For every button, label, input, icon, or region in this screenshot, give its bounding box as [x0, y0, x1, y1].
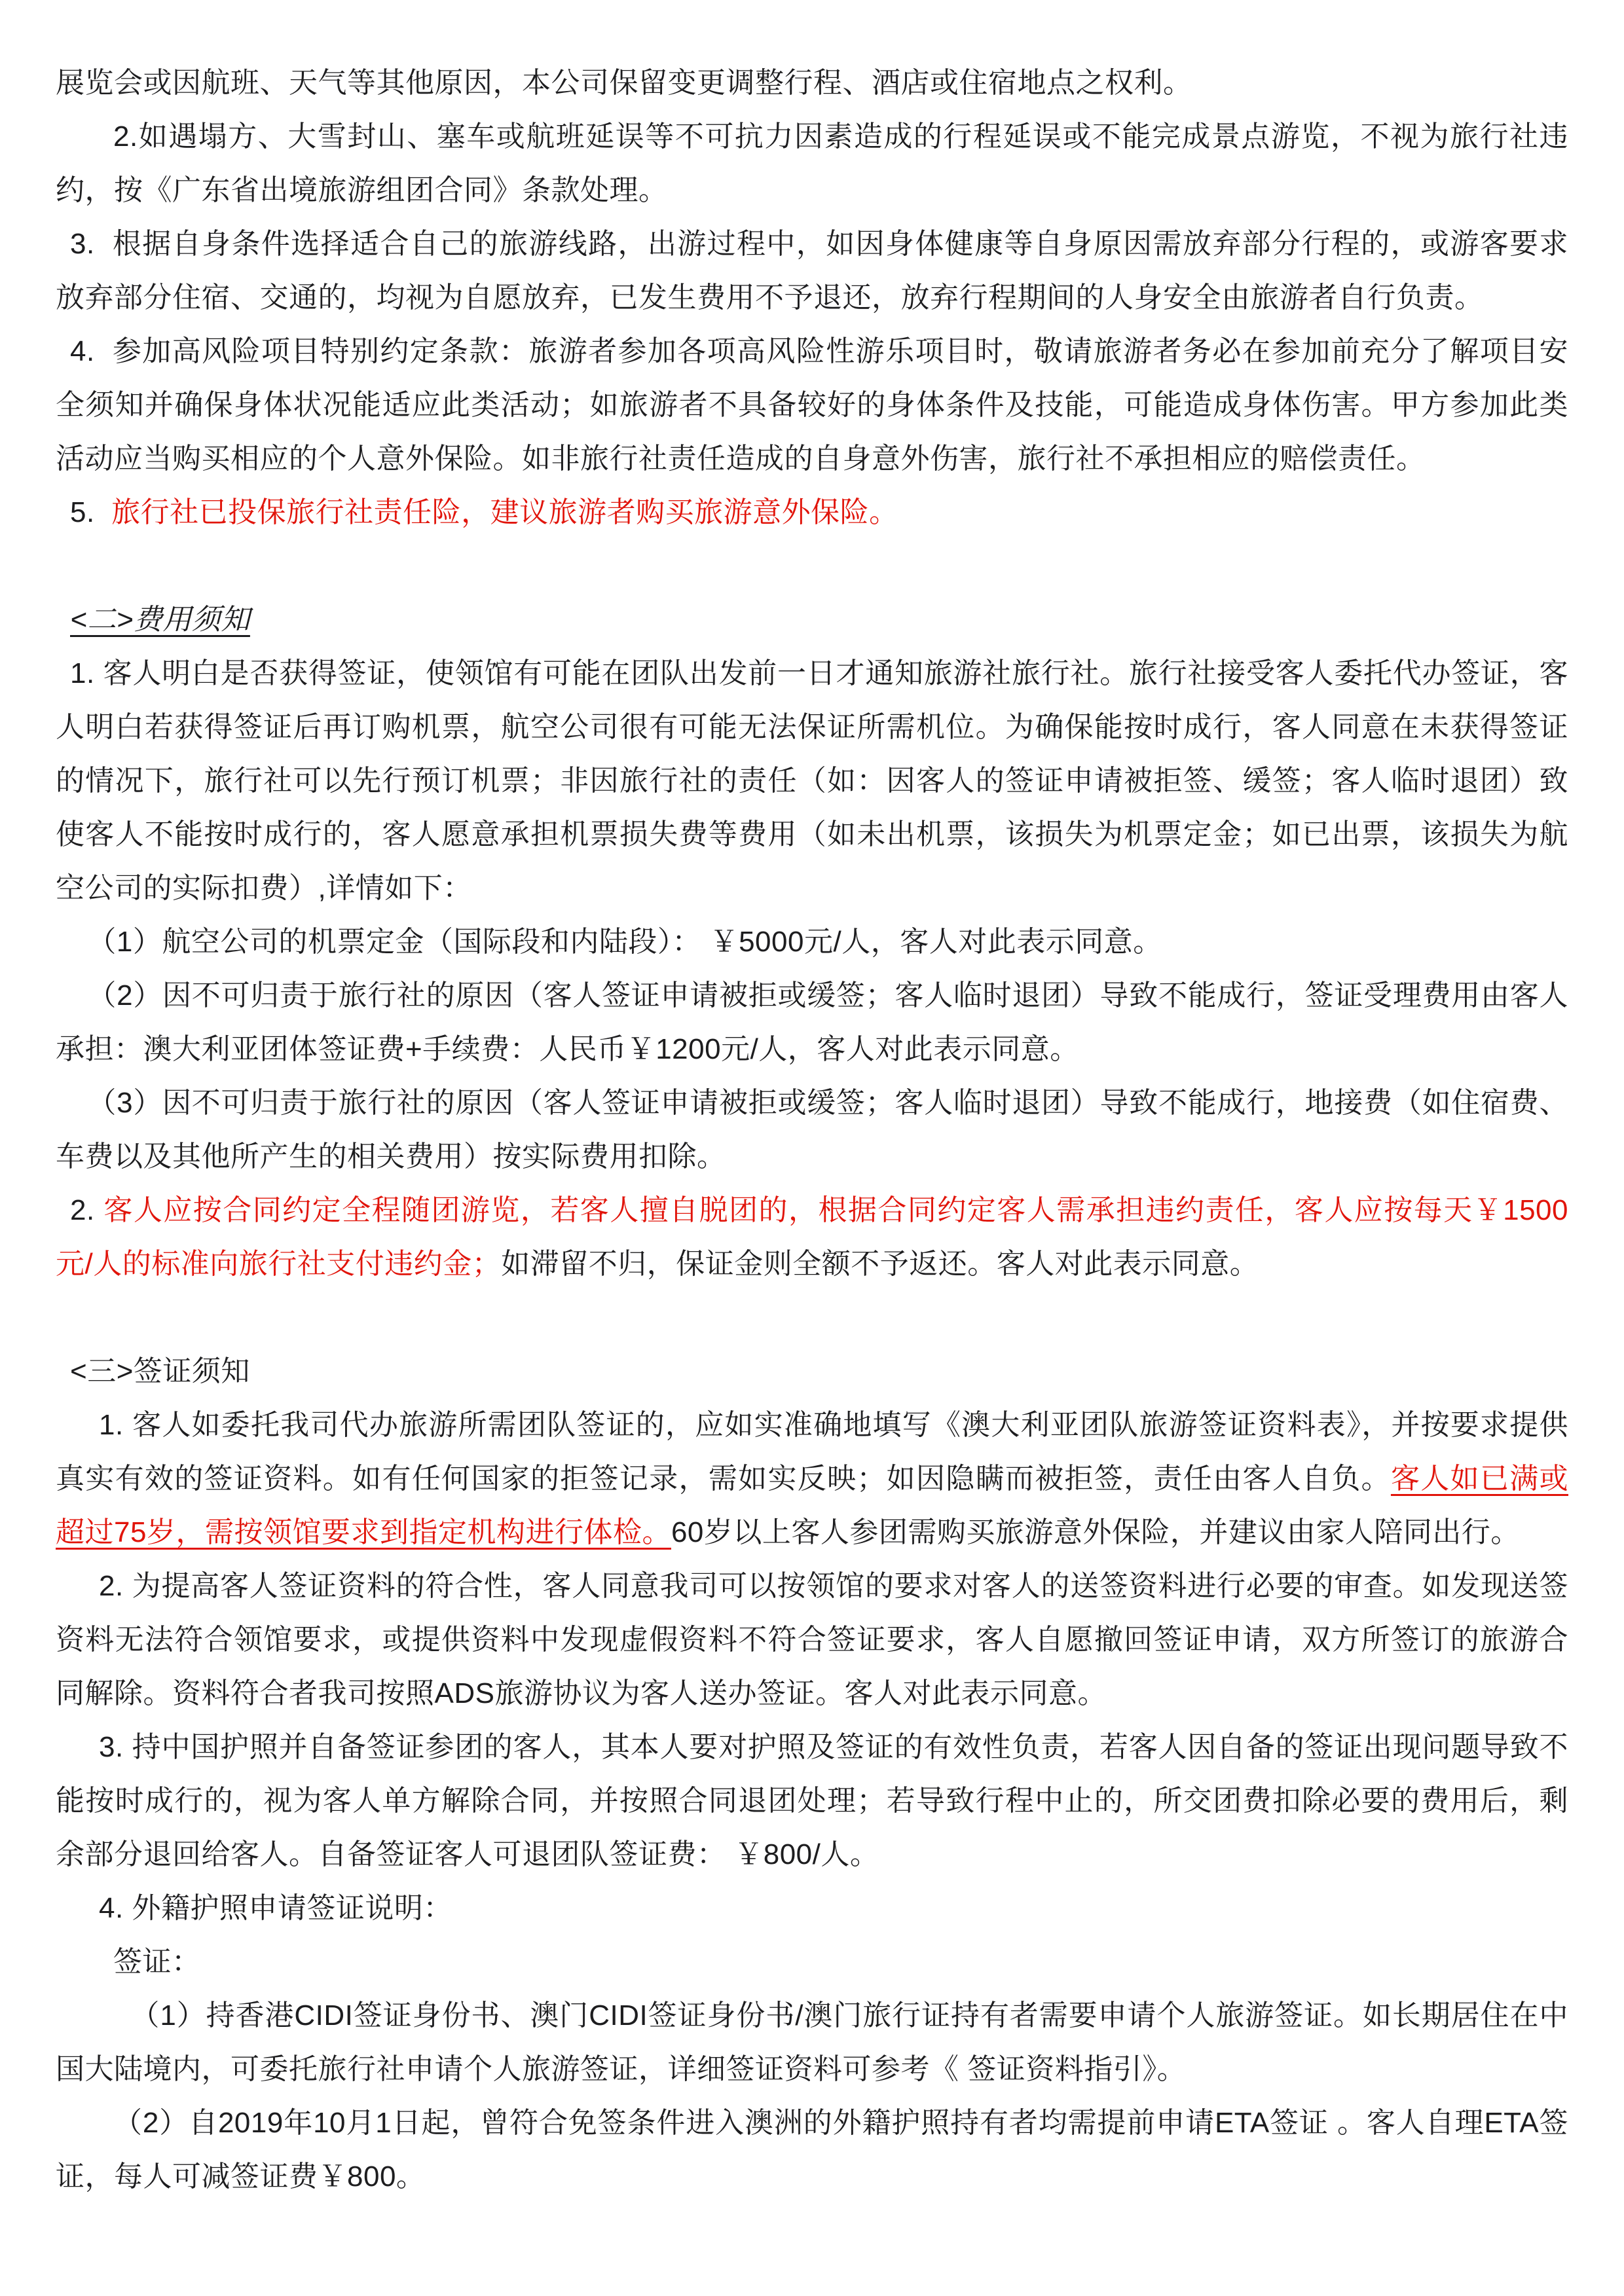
- paragraph: [56, 1989, 1568, 2096]
- text-segment: 4. 参加高风险项目特别约定条款：旅游者参加各项高风险性游乐项目时，敬请旅游者务必在参加前充分了解项目安全须知并确保身体状况能适应此类活动；如旅游者不具备较好的身体条件及技能，可能造成身体伤害。甲方参加此类活动应当购买相应的个人意外保险。如非旅行社责任造成的自身意外伤害，旅行社不承担相应的赔偿责任。: [56, 335, 1568, 475]
- text-segment: 1. 客人如委托我司代办旅游所需团队签证的，应如实准确地填写《澳大利亚团队旅游签证资料表》，并按要求提供真实有效的签证资料。如有任何国家的拒签记录，需如实反映；如因隐瞒而被拒签，责任由客人自负。: [56, 1409, 1568, 1495]
- paragraph: [56, 217, 1568, 325]
- section-heading: [56, 593, 1568, 647]
- text-segment: （2）因不可归责于旅行社的原因（客人签证申请被拒或缓签；客人临时退团）导致不能成行，签证受理费用由客人承担：澳大利亚团体签证费+手续费：人民币￥1200元/人，客人对此表示同意。: [56, 979, 1568, 1065]
- text-segment: 展览会或因航班、天气等其他原因，本公司保留变更调整行程、酒店或住宿地点之权利。: [56, 67, 1192, 99]
- text-segment: 2. 为提高客人签证资料的符合性，客人同意我司可以按领馆的要求对客人的送签资料进行必要的审查。如发现送签资料无法符合领馆要求，或提供资料中发现虚假资料不符合签证要求，客人自愿撤回签证申请，双方所签订的旅游合同解除。资料符合者我司按照ADS旅游协议为客人送办签证。客人对此表示同意。: [56, 1570, 1568, 1709]
- paragraph: [56, 1935, 1568, 1989]
- text-segment: （2）自2019年10月1日起，曾符合免签条件进入澳洲的外籍护照持有者均需提前申请ETA签证 。客人自理ETA签证，每人可减签证费￥800。: [56, 2107, 1568, 2193]
- text-segment: 2.如遇塌方、大雪封山、塞车或航班延误等不可抗力因素造成的行程延误或不能完成景点游览，不视为旅行社违约，按《广东省出境旅游组团合同》条款处理。: [56, 120, 1568, 206]
- text-segment: <三>签证须知: [70, 1355, 250, 1387]
- highlighted-text-segment: 旅行社已投保旅行社责任险，建议旅游者购买旅游意外保险。: [111, 496, 898, 528]
- paragraph: [56, 1559, 1568, 1721]
- text-segment: 签证：: [113, 1946, 201, 1978]
- text-segment: （1）航空公司的机票定金（国际段和内陆段）： ￥5000元/人，客人对此表示同意。: [87, 926, 1162, 958]
- paragraph: [56, 1721, 1568, 1882]
- paragraph: [56, 110, 1568, 217]
- paragraph: [56, 647, 1568, 915]
- text-segment: 3. 持中国护照并自备签证参团的客人，其本人要对护照及签证的有效性负责，若客人因自备的签证出现问题导致不能按时成行的，视为客人单方解除合同，并按照合同退团处理；若导致行程中止的，所交团费扣除必要的费用后，剩余部分退回给客人。自备签证客人可退团队签证费： ￥800/人。: [56, 1731, 1568, 1870]
- paragraph: [56, 1882, 1568, 1935]
- text-segment: 3. 根据自身条件选择适合自己的旅游线路，出游过程中，如因身体健康等自身原因需放弃部分行程的，或游客要求放弃部分住宿、交通的，均视为自愿放弃，已发生费用不予退还，放弃行程期间的人身安全由旅游者自行负责。: [56, 228, 1568, 314]
- paragraph: [56, 325, 1568, 486]
- text-segment: 如滞留不归，保证金则全额不予返还。客人对此表示同意。: [501, 1248, 1259, 1280]
- text-segment: （1）持香港CIDI签证身份书、澳门CIDI签证身份书/澳门旅行证持有者需要申请个人旅游签证。如长期居住在中国大陆境内，可委托旅行社申请个人旅游签证，详细签证资料可参考《 签证资料指引》。: [56, 1999, 1568, 2085]
- highlighted-text-segment: 客人如已满或超过75岁，需按领馆要求到指定机构进行体检。: [56, 1463, 1569, 1548]
- text-segment: <二>费用须知: [70, 604, 250, 636]
- paragraph: [56, 915, 1568, 969]
- paragraph: [56, 2096, 1568, 2204]
- paragraph: [56, 969, 1568, 1076]
- text-segment: 4. 外籍护照申请签证说明：: [99, 1892, 452, 1924]
- paragraph: [56, 56, 1568, 110]
- text-segment: 1. 客人明白是否获得签证，使领馆有可能在团队出发前一日才通知旅游社旅行社。旅行社接受客人委托代办签证，客人明白若获得签证后再订购机票，航空公司很有可能无法保证所需机位。为确保能按时成行，客人同意在未获得签证的情况下，旅行社可以先行预订机票；非因旅行社的责任（如：因客人的签证申请被拒签、缓签；客人临时退团）致使客人不能按时成行的，客人愿意承担机票损失费等费用（如未出机票，该损失为机票定金；如已出票，该损失为航空公司的实际扣费）,详情如下：: [56, 657, 1568, 904]
- paragraph: [56, 486, 1568, 539]
- paragraph: [56, 1184, 1568, 1291]
- paragraph: [56, 1398, 1568, 1559]
- highlighted-text-segment: 客人应按合同约定全程随团游览，若客人擅自脱团的，根据合同约定客人需承担违约责任，客人应按每天￥1500元/人的标准向旅行社支付违约金；: [56, 1194, 1568, 1280]
- text-segment: 60岁以上客人参团需购买旅游意外保险，并建议由家人陪同出行。: [671, 1516, 1520, 1548]
- text-segment: 2.: [70, 1194, 104, 1226]
- text-segment: （3）因不可归责于旅行社的原因（客人签证申请被拒或缓签；客人临时退团）导致不能成行，地接费（如住宿费、车费以及其他所产生的相关费用）按实际费用扣除。: [56, 1087, 1568, 1173]
- section-heading: [56, 1345, 1568, 1398]
- text-segment: 5.: [70, 496, 112, 528]
- paragraph: [56, 1076, 1568, 1184]
